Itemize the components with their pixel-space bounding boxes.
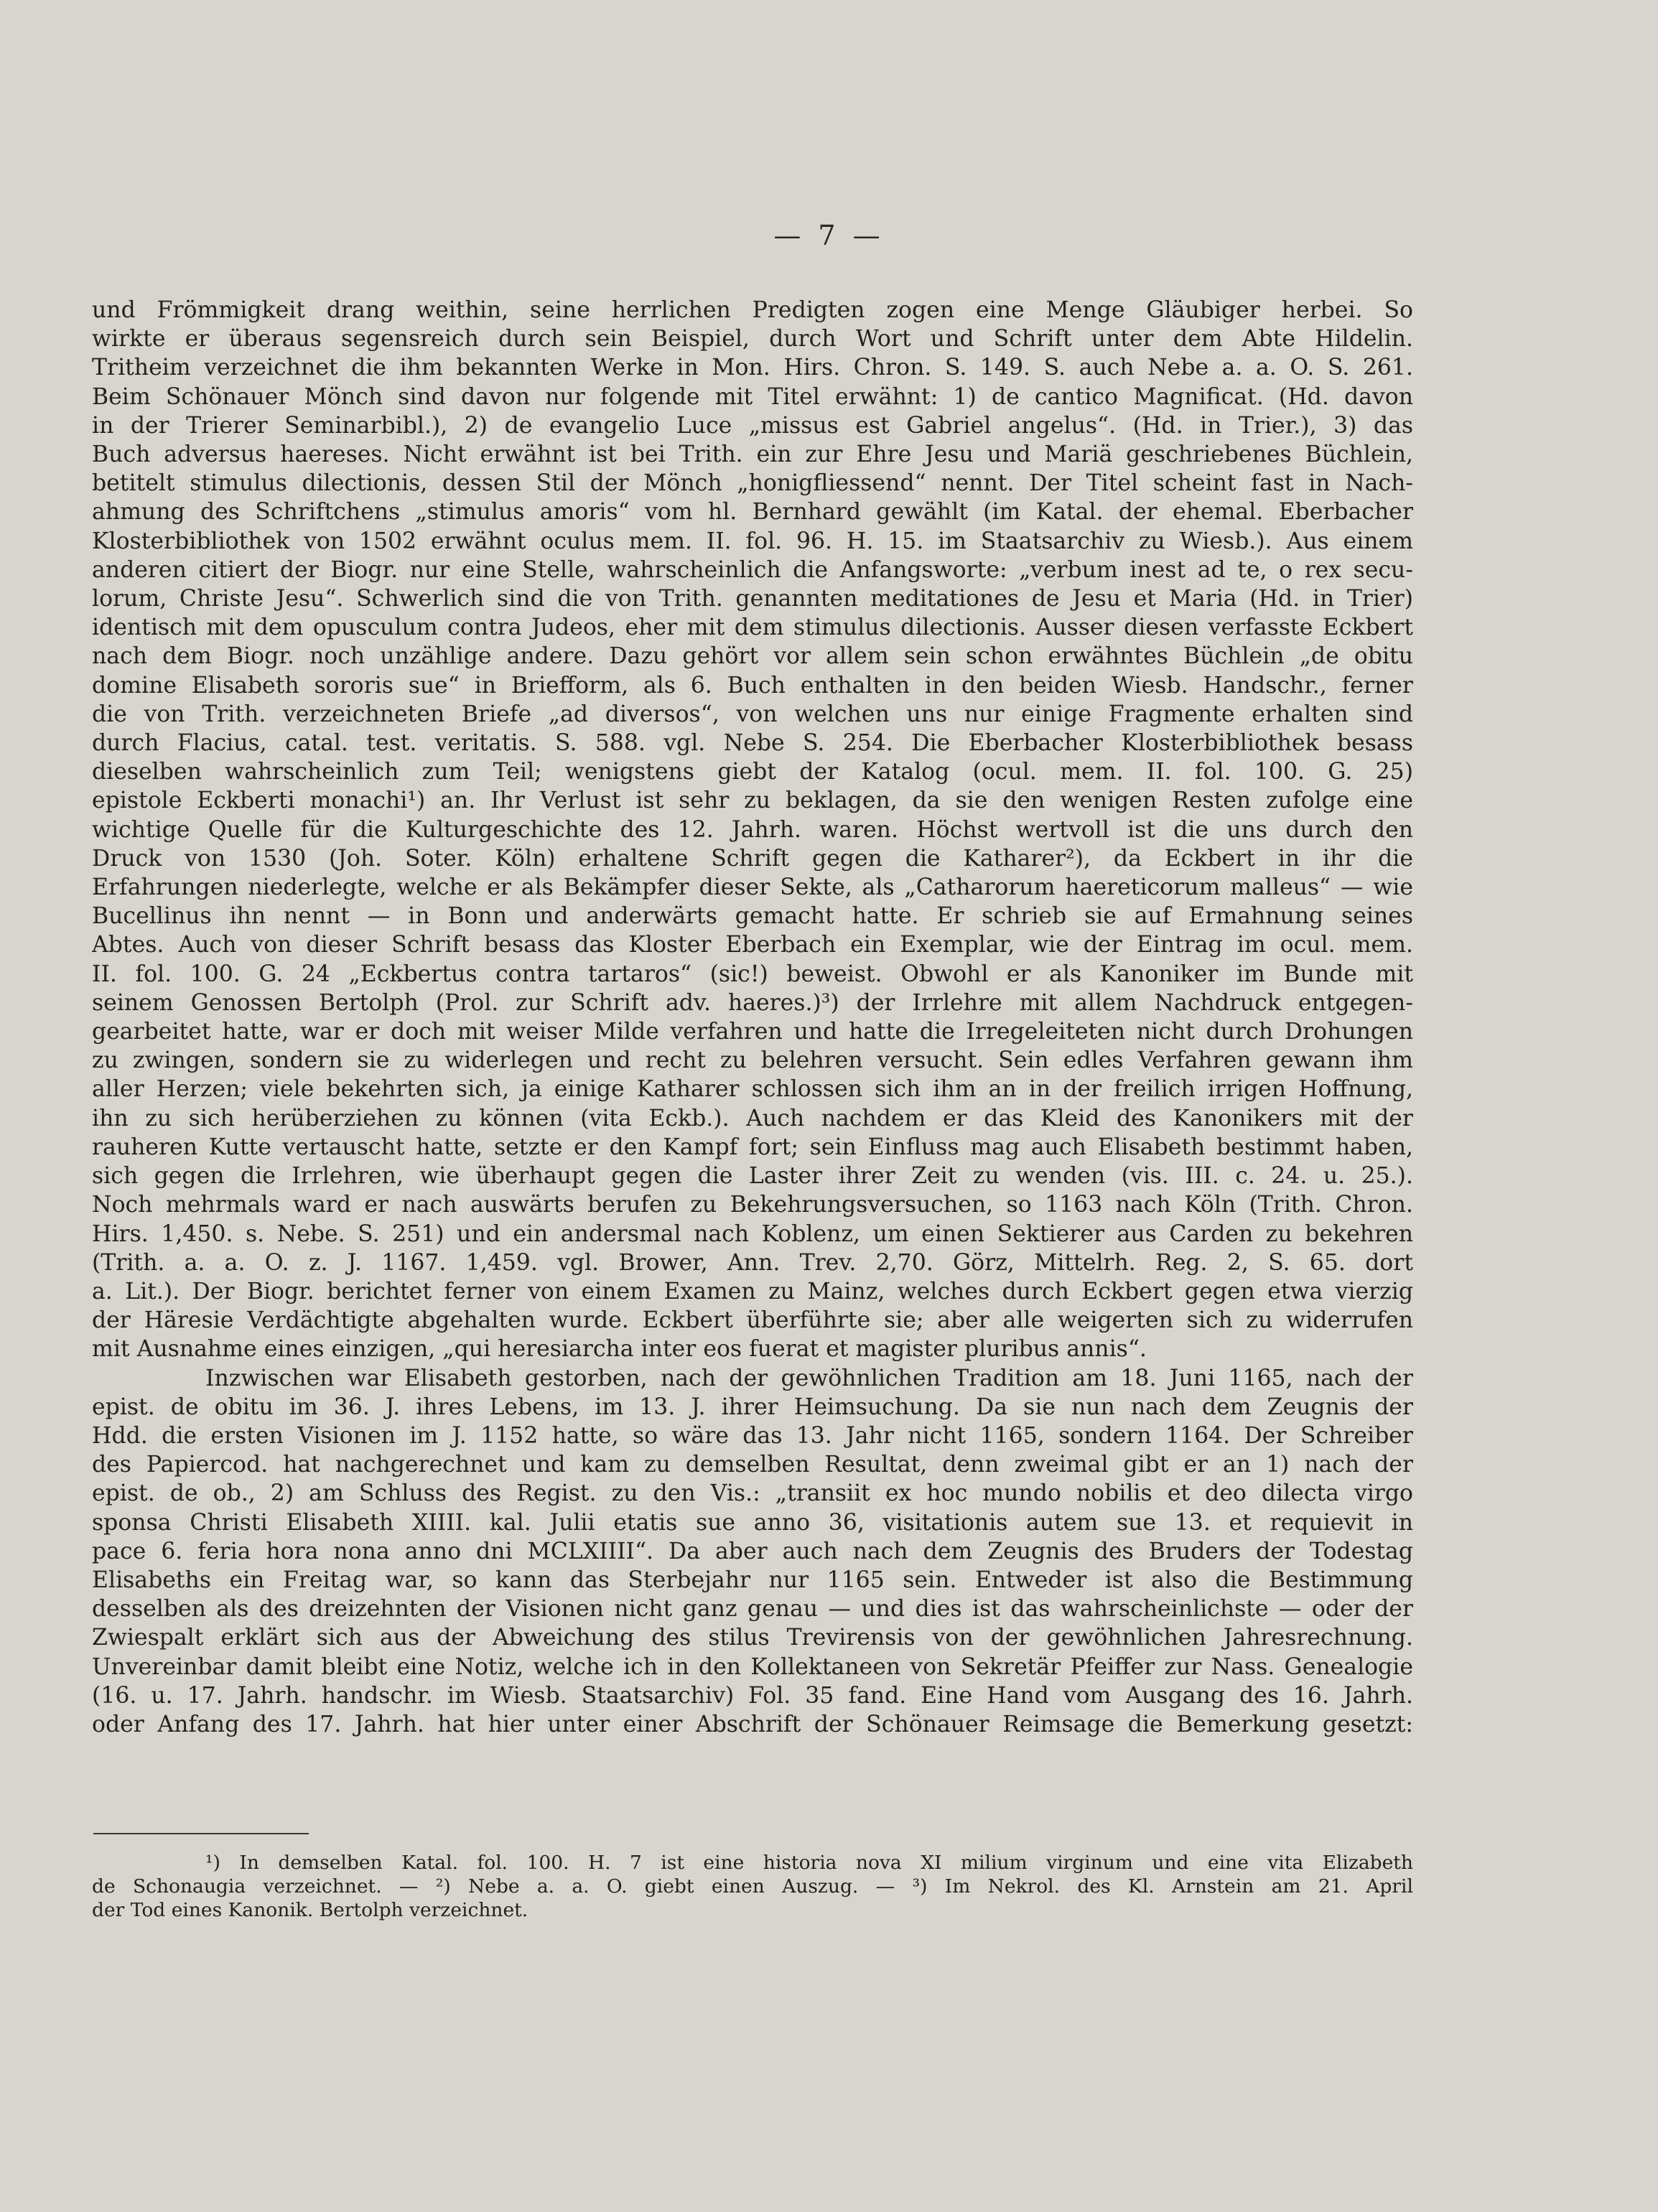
text-line: Druck von 1530 (Joh. Soter. Köln) erhaltene Schrift gegen die Katharer²), da Eckbert in ihr die — [92, 845, 1413, 872]
text-line: Unvereinbar damit bleibt eine Notiz, welche ich in den Kollektaneen von Sekretär Pfeiffer zur Nass. Genealogie — [92, 1653, 1413, 1680]
text-line: epist. de obitu im 36. J. ihres Lebens, im 13. J. ihrer Heimsuchung. Da sie nun nach dem Zeugnis der — [92, 1394, 1413, 1420]
text-line: lorum, Christe Jesu“. Schwerlich sind die von Trith. genannten meditationes de Jesu et Maria (Hd. in Trier) — [92, 586, 1413, 612]
text-line: Tritheim verzeichnet die ihm bekannten Werke in Mon. Hirs. Chron. S. 149. S. auch Nebe a. a. O. S. 261. — [92, 355, 1413, 381]
text-line: gearbeitet hatte, war er doch mit weiser Milde verfahren und hatte die Irregeleiteten nicht durch Drohungen — [92, 1019, 1413, 1045]
text-line: Elisabeths ein Freitag war, so kann das Sterbejahr nur 1165 sein. Entweder ist also die Bestimmung — [92, 1567, 1413, 1593]
text-line: Noch mehrmals ward er nach auswärts berufen zu Bekehrungsversuchen, so 1163 nach Köln (Trith. Chron. — [92, 1192, 1413, 1218]
text-line: (16. u. 17. Jahrh. handschr. im Wiesb. Staatsarchiv) Fol. 35 fand. Eine Hand vom Ausgang des 16. Jahrh. — [92, 1682, 1413, 1709]
text-line: in der Trierer Seminarbibl.), 2) de evangelio Luce „missus est Gabriel angelus“. (Hd. in Trier.), 3) das — [92, 412, 1413, 439]
text-line: mit Ausnahme eines einzigen, „qui heresiarcha inter eos fuerat et magister pluribus annis“. — [92, 1336, 1147, 1363]
text-line: ahmung des Schriftchens „stimulus amoris“ vom hl. Bernhard gewählt (im Katal. der ehemal. Eberbacher — [92, 499, 1413, 526]
text-line: identisch mit dem opusculum contra Judeos, eher mit dem stimulus dilectionis. Ausser diesen verfasste Eckbert — [92, 615, 1413, 641]
text-line: zu zwingen, sondern sie zu widerlegen und recht zu belehren versucht. Sein edles Verfahren gewann ihm — [92, 1047, 1413, 1074]
text-line: II. fol. 100. G. 24 „Eckbertus contra tartaros“ (sic!) beweist. Obwohl er als Kanoniker im Bunde mit — [92, 961, 1413, 987]
text-line: Hdd. die ersten Visionen im J. 1152 hatte, so wäre das 13. Jahr nicht 1165, sondern 1164. Der Schreiber — [92, 1422, 1413, 1449]
footnotes-block — [92, 1851, 1413, 1922]
text-line: sponsa Christi Elisabeth XIIII. kal. Julii etatis sue anno 36, visitationis autem sue 13. et requievit in — [92, 1509, 1413, 1536]
main-text-block — [92, 296, 1413, 1739]
footnote-divider — [93, 1833, 309, 1834]
text-line: wichtige Quelle für die Kulturgeschichte des 12. Jahrh. waren. Höchst wertvoll ist die uns durch den — [92, 816, 1413, 843]
text-line: (Trith. a. a. O. z. J. 1167. 1,459. vgl. Brower, Ann. Trev. 2,70. Görz, Mittelrh. Reg. 2, S. 65. dort — [92, 1249, 1413, 1276]
text-line: Hirs. 1,450. s. Nebe. S. 251) und ein andersmal nach Koblenz, um einen Sektierer aus Carden zu bekehren — [92, 1221, 1413, 1247]
text-line: a. Lit.). Der Biogr. berichtet ferner von einem Examen zu Mainz, welches durch Eckbert gegen etwa vierzig — [92, 1278, 1413, 1305]
footnote-line: de Schonaugia verzeichnet. — ²) Nebe a. a. O. giebt einen Auszug. — ³) Im Nekrol. des Kl. Arnstein am 21. April — [92, 1875, 1413, 1898]
text-line: aller Herzen; viele bekehrten sich, ja einige Katharer schlossen sich ihm an in der freilich irrigen Hoffnung, — [92, 1076, 1413, 1103]
text-line: des Papiercod. hat nachgerechnet und kam zu demselben Resultat, denn zweimal gibt er an 1) nach der — [92, 1452, 1413, 1478]
text-line: nach dem Biogr. noch unzählige andere. Dazu gehört vor allem sein schon erwähntes Büchlein „de obitu — [92, 643, 1413, 670]
text-line: der Häresie Verdächtigte abgehalten wurde. Eckbert überführte sie; aber alle weigerten sich zu widerrufen — [92, 1307, 1413, 1334]
text-line: epist. de ob., 2) am Schluss des Regist. zu den Vis.: „transiit ex hoc mundo nobilis et deo dilecta virgo — [92, 1480, 1413, 1507]
text-line: desselben als des dreizehnten der Visionen nicht ganz genau — und dies ist das wahrscheinlichste — oder der — [92, 1596, 1413, 1623]
text-line: Zwiespalt erklärt sich aus der Abweichung des stilus Trevirensis von der gewöhnlichen Jahresrechnung. — [92, 1625, 1413, 1651]
text-line: durch Flacius, catal. test. veritatis. S. 588. vgl. Nebe S. 254. Die Eberbacher Klosterbibliothek besass — [92, 730, 1413, 757]
text-line: dieselben wahrscheinlich zum Teil; wenigstens giebt der Katalog (ocul. mem. II. fol. 100. G. 25) — [92, 759, 1413, 785]
text-line: oder Anfang des 17. Jahrh. hat hier unter einer Abschrift der Schönauer Reimsage die Bemerkung gesetzt: — [92, 1711, 1413, 1737]
text-line: pace 6. feria hora nona anno dni MCLXIIII“. Da aber auch nach dem Zeugnis des Bruders der Todestag — [92, 1538, 1413, 1564]
footnote-line: ¹) In demselben Katal. fol. 100. H. 7 ist eine historia nova XI milium virginum und eine vita Elizabeth — [205, 1852, 1413, 1874]
text-line: wirkte er überaus segensreich durch sein Beispiel, durch Wort und Schrift unter dem Abte Hildelin. — [92, 326, 1413, 353]
footnote-line: der Tod eines Kanonik. Bertolph verzeichnet. — [92, 1899, 528, 1921]
text-line: Klosterbibliothek von 1502 erwähnt oculus mem. II. fol. 96. H. 15. im Staatsarchiv zu Wiesb.). Aus einem — [92, 528, 1413, 554]
page-number: — 7 — — [773, 220, 885, 251]
text-line: Abtes. Auch von dieser Schrift besass das Kloster Eberbach ein Exemplar, wie der Eintrag im ocul. mem. — [92, 932, 1413, 958]
text-line: seinem Genossen Bertolph (Prol. zur Schrift adv. haeres.)³) der Irrlehre mit allem Nachdruck entgegen- — [92, 989, 1413, 1016]
text-line: Bucellinus ihn nennt — in Bonn und anderwärts gemacht hatte. Er schrieb sie auf Ermahnung seines — [92, 903, 1413, 930]
text-line: sich gegen die Irrlehren, wie überhaupt gegen die Laster ihrer Zeit zu wenden (vis. III. c. 24. u. 25.). — [92, 1163, 1413, 1190]
text-line: Inzwischen war Elisabeth gestorben, nach der gewöhnlichen Tradition am 18. Juni 1165, nach der — [205, 1365, 1413, 1391]
text-line: epistole Eckberti monachi¹) an. Ihr Verlust ist sehr zu beklagen, da sie den wenigen Resten zufolge eine — [92, 788, 1413, 814]
text-line: Buch adversus haereses. Nicht erwähnt ist bei Trith. ein zur Ehre Jesu und Mariä geschriebenes Büchlein, — [92, 442, 1413, 468]
text-line: Beim Schönauer Mönch sind davon nur folgende mit Titel erwähnt: 1) de cantico Magnificat. (Hd. davon — [92, 383, 1413, 410]
text-line: rauheren Kutte vertauscht hatte, setzte er den Kampf fort; sein Einfluss mag auch Elisabeth bestimmt haben, — [92, 1134, 1413, 1160]
text-line: die von Trith. verzeichneten Briefe „ad diversos“, von welchen uns nur einige Fragmente erhalten sind — [92, 701, 1413, 727]
text-line: ihn zu sich herüberziehen zu können (vita Eckb.). Auch nachdem er das Kleid des Kanonikers mit der — [92, 1105, 1413, 1131]
text-line: und Frömmigkeit drang weithin, seine herrlichen Predigten zogen eine Menge Gläubiger herbei. So — [92, 297, 1413, 323]
text-line: betitelt stimulus dilectionis, dessen Stil der Mönch „honigfliessend“ nennt. Der Titel scheint fast in Nach- — [92, 470, 1413, 497]
text-line: Erfahrungen niederlegte, welche er als Bekämpfer dieser Sekte, als „Catharorum haereticorum malleus“ — wie — [92, 874, 1413, 901]
text-line: anderen citiert der Biogr. nur eine Stelle, wahrscheinlich die Anfangsworte: „verbum inest ad te, o rex secu- — [92, 556, 1413, 583]
text-line: domine Elisabeth sororis sue“ in Briefform, als 6. Buch enthalten in den beiden Wiesb. Handschr., ferner — [92, 672, 1413, 699]
